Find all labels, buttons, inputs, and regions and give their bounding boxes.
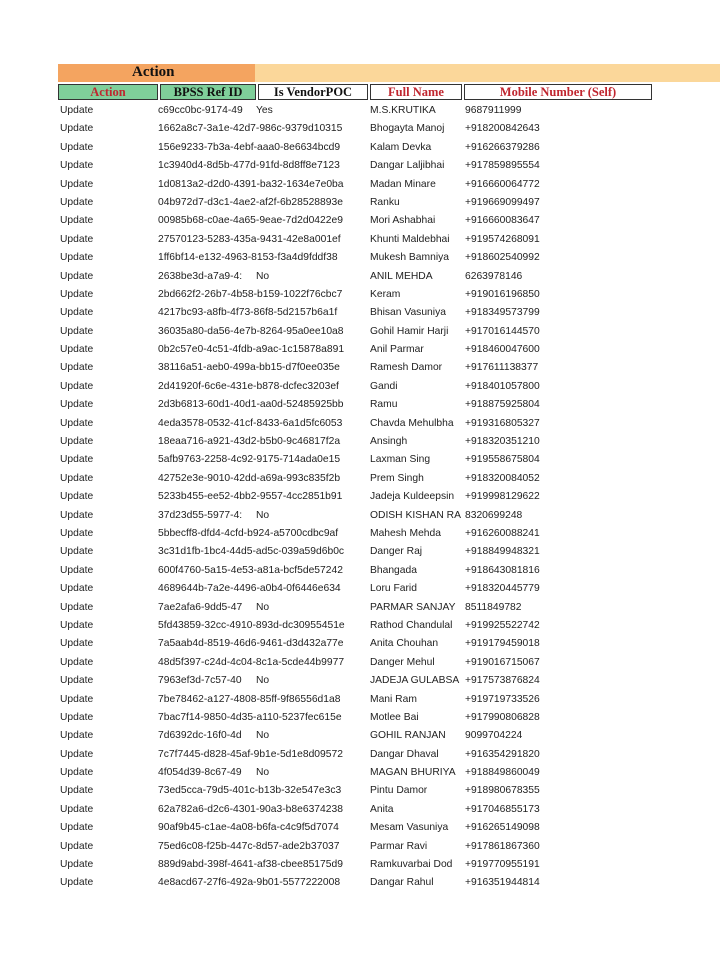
cell-bpss-ref-id: 04b972d7-d3c1-4ae2-af2f-6b28528893e: [158, 196, 343, 208]
cell-full-name: Khunti Maldebhai: [370, 233, 450, 245]
cell-bpss-ref-id: 18eaa716-a921-43d2-b5b0-9c46817f2a: [158, 436, 341, 448]
header-action: Action: [58, 84, 158, 100]
cell-bpss-ref-id: 1662a8c7-3a1e-42d7-986c-9379d10315: [158, 123, 343, 135]
cell-is-vendor-poc: No: [256, 730, 270, 742]
table-row: [0, 874, 720, 892]
table-row: [0, 856, 720, 874]
cell-mobile-number: 6263978146: [465, 270, 523, 282]
cell-full-name: Bhangada: [370, 564, 417, 576]
cell-action: Update: [60, 491, 94, 503]
cell-full-name: Danger Raj: [370, 546, 423, 558]
cell-full-name: Chavda Mehulbha: [370, 417, 454, 429]
cell-full-name: M.S.KRUTIKA: [370, 105, 436, 116]
cell-mobile-number: +918980678355: [465, 785, 540, 797]
table-row: [0, 507, 720, 525]
cell-action: Update: [60, 877, 94, 889]
cell-full-name: Gohil Hamir Harji: [370, 325, 449, 337]
cell-full-name: Motlee Bai: [370, 711, 419, 723]
cell-bpss-ref-id: 00985b68-c0ae-4a65-9eae-7d2d0422e9: [158, 215, 343, 227]
cell-mobile-number: +919574268091: [465, 233, 540, 245]
table-row: [0, 746, 720, 764]
table-row: [0, 838, 720, 856]
cell-full-name: Rathod Chandulal: [370, 619, 453, 631]
cell-mobile-number: +916354291820: [465, 748, 540, 760]
cell-bpss-ref-id: 4217bc93-a8fb-4f73-86f8-5d2157b6a1f: [158, 307, 338, 319]
cell-full-name: Dangar Dhaval: [370, 748, 439, 760]
table-row: [0, 782, 720, 800]
cell-is-vendor-poc: Yes: [256, 105, 273, 116]
cell-mobile-number: +916660083647: [465, 215, 540, 227]
cell-full-name: Madan Minare: [370, 178, 436, 190]
table-row: [0, 157, 720, 175]
cell-mobile-number: +918200842643: [465, 123, 540, 135]
cell-full-name: Ramkuvarbai Dod: [370, 859, 453, 871]
table-row: [0, 543, 720, 561]
table-row: [0, 580, 720, 598]
cell-action: Update: [60, 767, 94, 779]
table-row: [0, 801, 720, 819]
cell-action: Update: [60, 417, 94, 429]
cell-action: Update: [60, 380, 94, 392]
table-row: [0, 654, 720, 672]
cell-mobile-number: +918849860049: [465, 767, 540, 779]
cell-bpss-ref-id: 0b2c57e0-4c51-4fdb-a9ac-1c15878a891: [158, 344, 345, 356]
cell-action: Update: [60, 344, 94, 356]
cell-action: Update: [60, 859, 94, 871]
cell-bpss-ref-id: 1ff6bf14-e132-4963-8153-f3a4d9fddf38: [158, 252, 338, 264]
table-row: [0, 231, 720, 249]
table-row: [0, 268, 720, 286]
cell-full-name: MAGAN BHURIYA: [370, 767, 456, 779]
cell-bpss-ref-id: 600f4760-5a15-4e53-a81a-bcf5de57242: [158, 564, 343, 576]
table-row: [0, 635, 720, 653]
cell-mobile-number: +919316805327: [465, 417, 540, 429]
cell-full-name: Mani Ram: [370, 693, 417, 705]
table-row: [0, 727, 720, 745]
cell-action: Update: [60, 178, 94, 190]
table-row: [0, 102, 720, 120]
cell-mobile-number: 9099704224: [465, 730, 523, 742]
cell-bpss-ref-id: 48d5f397-c24d-4c04-8c1a-5cde44b9977: [158, 656, 345, 668]
cell-action: Update: [60, 601, 94, 613]
header-mobile-number: Mobile Number (Self): [464, 84, 652, 100]
cell-full-name: Parmar Ravi: [370, 840, 428, 852]
cell-full-name: Mahesh Mehda: [370, 527, 441, 539]
cell-mobile-number: +917859895554: [465, 160, 540, 172]
table-row: [0, 139, 720, 157]
table-row: [0, 176, 720, 194]
cell-mobile-number: +916266379286: [465, 141, 540, 153]
cell-mobile-number: +916660064772: [465, 178, 540, 190]
cell-bpss-ref-id: 38116a51-aeb0-499a-bb15-d7f0ee035e: [158, 362, 340, 374]
cell-action: Update: [60, 803, 94, 815]
cell-bpss-ref-id: 7d6392dc-16f0-4d: [158, 730, 242, 742]
table-row: [0, 562, 720, 580]
cell-bpss-ref-id: 4689644b-7a2e-4496-a0b4-0f6446e634: [158, 583, 341, 595]
cell-full-name: Keram: [370, 288, 401, 300]
cell-full-name: Gandi: [370, 380, 398, 392]
cell-mobile-number: +917611138377: [465, 362, 539, 374]
table-row: [0, 304, 720, 322]
cell-full-name: Laxman Sing: [370, 454, 431, 466]
cell-full-name: JADEJA GULABSA: [370, 675, 460, 687]
cell-bpss-ref-id: 62a782a6-d2c6-4301-90a3-b8e6374238: [158, 803, 343, 815]
cell-full-name: GOHIL RANJAN: [370, 730, 446, 742]
header-bpss-ref-id: BPSS Ref ID: [160, 84, 256, 100]
cell-full-name: Ramu: [370, 399, 398, 411]
cell-full-name: Ansingh: [370, 436, 408, 448]
cell-bpss-ref-id: 2638be3d-a7a9-4:: [158, 270, 243, 282]
table-row: [0, 672, 720, 690]
cell-bpss-ref-id: 75ed6c08-f25b-447c-8d57-ade2b37037: [158, 840, 340, 852]
cell-bpss-ref-id: 7ae2afa6-9dd5-47: [158, 601, 243, 613]
table-row: [0, 286, 720, 304]
cell-full-name: Kalam Devka: [370, 141, 432, 153]
table-row: [0, 488, 720, 506]
cell-bpss-ref-id: 7c7f7445-d828-45af-9b1e-5d1e8d09572: [158, 748, 343, 760]
cell-action: Update: [60, 583, 94, 595]
cell-action: Update: [60, 141, 94, 153]
cell-mobile-number: +917990806828: [465, 711, 540, 723]
cell-full-name: Mori Ashabhai: [370, 215, 436, 227]
table-body: [0, 102, 720, 893]
cell-action: Update: [60, 307, 94, 319]
cell-action: Update: [60, 785, 94, 797]
cell-mobile-number: +919669099497: [465, 196, 540, 208]
cell-action: Update: [60, 123, 94, 135]
cell-full-name: Anita Chouhan: [370, 638, 439, 650]
cell-action: Update: [60, 748, 94, 760]
cell-mobile-number: +918849948321: [465, 546, 540, 558]
cell-mobile-number: +919016715067: [465, 656, 540, 668]
table-row: [0, 433, 720, 451]
table-row: [0, 323, 720, 341]
cell-full-name: Mukesh Bamniya: [370, 252, 449, 264]
cell-full-name: Ranku: [370, 196, 400, 208]
table-row: [0, 691, 720, 709]
cell-action: Update: [60, 619, 94, 631]
table-row: [0, 709, 720, 727]
cell-bpss-ref-id: 1c3940d4-8d5b-477d-91fd-8d8ff8e7123: [158, 160, 340, 172]
table-row: [0, 525, 720, 543]
cell-full-name: PARMAR SANJAY: [370, 601, 456, 613]
cell-full-name: Bhisan Vasuniya: [370, 307, 446, 319]
cell-action: Update: [60, 399, 94, 411]
cell-mobile-number: +917861867360: [465, 840, 540, 852]
cell-action: Update: [60, 730, 94, 742]
cell-action: Update: [60, 564, 94, 576]
cell-action: Update: [60, 325, 94, 337]
cell-action: Update: [60, 822, 94, 834]
cell-mobile-number: +919770955191: [465, 859, 540, 871]
cell-action: Update: [60, 196, 94, 208]
table-row: [0, 819, 720, 837]
header-is-vendor-poc: Is VendorPOC: [258, 84, 368, 100]
table-row: [0, 378, 720, 396]
cell-bpss-ref-id: 5fd43859-32cc-4910-893d-dc30955451e: [158, 619, 345, 631]
cell-action: Update: [60, 675, 94, 687]
cell-full-name: Prem Singh: [370, 472, 424, 484]
cell-bpss-ref-id: 156e9233-7b3a-4ebf-aaa0-8e6634bcd9: [158, 141, 341, 153]
table-row: [0, 599, 720, 617]
header-full-name: Full Name: [370, 84, 462, 100]
cell-bpss-ref-id: 2d3b6813-60d1-40d1-aa0d-52485925bb: [158, 399, 344, 411]
cell-full-name: Loru Farid: [370, 583, 417, 595]
cell-action: Update: [60, 711, 94, 723]
cell-bpss-ref-id: 3c31d1fb-1bc4-44d5-ad5c-039a59d6b0c: [158, 546, 345, 558]
cell-bpss-ref-id: 42752e3e-9010-42dd-a69a-993c835f2b: [158, 472, 341, 484]
cell-mobile-number: +919719733526: [465, 693, 540, 705]
cell-mobile-number: +918320445779: [465, 583, 540, 595]
table-row: [0, 341, 720, 359]
cell-mobile-number: +917046855173: [465, 803, 540, 815]
cell-is-vendor-poc: No: [256, 767, 270, 779]
cell-bpss-ref-id: 2bd662f2-26b7-4b58-b159-1022f76cbc7: [158, 288, 343, 300]
cell-full-name: ANIL MEHDA: [370, 270, 433, 282]
cell-mobile-number: +916351944814: [465, 877, 540, 889]
cell-full-name: Dangar Laljibhai: [370, 160, 445, 172]
cell-action: Update: [60, 288, 94, 300]
cell-action: Update: [60, 362, 94, 374]
cell-mobile-number: +919998129622: [465, 491, 540, 503]
cell-bpss-ref-id: 7963ef3d-7c57-40: [158, 675, 242, 687]
cell-is-vendor-poc: No: [256, 509, 270, 521]
table-row: [0, 249, 720, 267]
cell-bpss-ref-id: 4e8acd67-27f6-492a-9b01-5577222008: [158, 877, 341, 889]
cell-action: Update: [60, 252, 94, 264]
cell-mobile-number: +916265149098: [465, 822, 540, 834]
cell-mobile-number: +916260088241: [465, 527, 540, 539]
cell-mobile-number: 8511849782: [465, 601, 522, 613]
cell-mobile-number: 9687911999: [465, 105, 522, 116]
cell-mobile-number: 8320699248: [465, 509, 523, 521]
cell-mobile-number: +917573876824: [465, 675, 540, 687]
cell-action: Update: [60, 527, 94, 539]
cell-action: Update: [60, 436, 94, 448]
cell-is-vendor-poc: No: [256, 601, 270, 613]
table-row: [0, 212, 720, 230]
cell-full-name: Danger Mehul: [370, 656, 435, 668]
cell-bpss-ref-id: 7a5aab4d-8519-46d6-9461-d3d432a77e: [158, 638, 344, 650]
cell-bpss-ref-id: 4f054d39-8c67-49: [158, 767, 242, 779]
cell-mobile-number: +918349573799: [465, 307, 540, 319]
cell-mobile-number: +918643081816: [465, 564, 540, 576]
cell-bpss-ref-id: 2d41920f-6c6e-431e-b878-dcfec3203ef: [158, 380, 339, 392]
cell-action: Update: [60, 509, 94, 521]
cell-action: Update: [60, 454, 94, 466]
cell-full-name: Bhogayta Manoj: [370, 123, 445, 135]
cell-action: Update: [60, 160, 94, 172]
cell-mobile-number: +918401057800: [465, 380, 540, 392]
cell-mobile-number: +919925522742: [465, 619, 540, 631]
cell-full-name: Pintu Damor: [370, 785, 428, 797]
cell-full-name: Anita: [370, 803, 394, 815]
cell-bpss-ref-id: 7bac7f14-9850-4d35-a110-5237fec615e: [158, 711, 342, 723]
cell-bpss-ref-id: 73ed5cca-79d5-401c-b13b-32e547e3c3: [158, 785, 342, 797]
cell-action: Update: [60, 840, 94, 852]
cell-full-name: Jadeja Kuldeepsin: [370, 491, 455, 503]
cell-action: Update: [60, 215, 94, 227]
cell-action: Update: [60, 270, 94, 282]
cell-mobile-number: +918875925804: [465, 399, 540, 411]
sheet-title: Action: [132, 64, 175, 80]
cell-bpss-ref-id: c69cc0bc-9174-49: [158, 105, 243, 116]
cell-action: Update: [60, 105, 94, 116]
cell-mobile-number: +918320084052: [465, 472, 540, 484]
table-row: [0, 415, 720, 433]
cell-mobile-number: +919016196850: [465, 288, 540, 300]
cell-mobile-number: +918460047600: [465, 344, 540, 356]
cell-is-vendor-poc: No: [256, 675, 270, 687]
cell-bpss-ref-id: 5233b455-ee52-4bb2-9557-4cc2851b91: [158, 491, 343, 503]
table-row: [0, 396, 720, 414]
cell-bpss-ref-id: 37d23d55-5977-4:: [158, 509, 243, 521]
cell-bpss-ref-id: 5bbecff8-dfd4-4cfd-b924-a5700cdbc9af: [158, 527, 339, 539]
cell-bpss-ref-id: 1d0813a2-d2d0-4391-ba32-1634e7e0ba: [158, 178, 344, 190]
cell-action: Update: [60, 693, 94, 705]
table-row: [0, 764, 720, 782]
cell-full-name: Ramesh Damor: [370, 362, 443, 374]
cell-mobile-number: +917016144570: [465, 325, 540, 337]
cell-bpss-ref-id: 7be78462-a127-4808-85ff-9f86556d1a8: [158, 693, 341, 705]
cell-mobile-number: +919179459018: [465, 638, 540, 650]
cell-bpss-ref-id: 4eda3578-0532-41cf-8433-6a1d5fc6053: [158, 417, 343, 429]
cell-action: Update: [60, 233, 94, 245]
cell-full-name: Anil Parmar: [370, 344, 424, 356]
cell-action: Update: [60, 638, 94, 650]
cell-mobile-number: +919558675804: [465, 454, 540, 466]
cell-action: Update: [60, 472, 94, 484]
cell-action: Update: [60, 546, 94, 558]
cell-mobile-number: +918602540992: [465, 252, 540, 264]
cell-full-name: ODISH KISHAN RA: [370, 509, 461, 521]
cell-bpss-ref-id: 889d9abd-398f-4641-af38-cbee85175d9: [158, 859, 343, 871]
table-row: [0, 451, 720, 469]
cell-bpss-ref-id: 36035a80-da56-4e7b-8264-95a0ee10a8: [158, 325, 344, 337]
cell-bpss-ref-id: 5afb9763-2258-4c92-9175-714ada0e15: [158, 454, 341, 466]
table-row: [0, 617, 720, 635]
cell-action: Update: [60, 656, 94, 668]
cell-full-name: Mesam Vasuniya: [370, 822, 449, 834]
cell-bpss-ref-id: 90af9b45-c1ae-4a08-b6fa-c4c9f5d7074: [158, 822, 339, 834]
cell-full-name: Dangar Rahul: [370, 877, 434, 889]
cell-bpss-ref-id: 27570123-5283-435a-9431-42e8a001ef: [158, 233, 341, 245]
table-row: [0, 194, 720, 212]
table-row: [0, 120, 720, 138]
cell-is-vendor-poc: No: [256, 270, 270, 282]
cell-mobile-number: +918320351210: [465, 436, 540, 448]
table-row: [0, 359, 720, 377]
table-row: [0, 470, 720, 488]
